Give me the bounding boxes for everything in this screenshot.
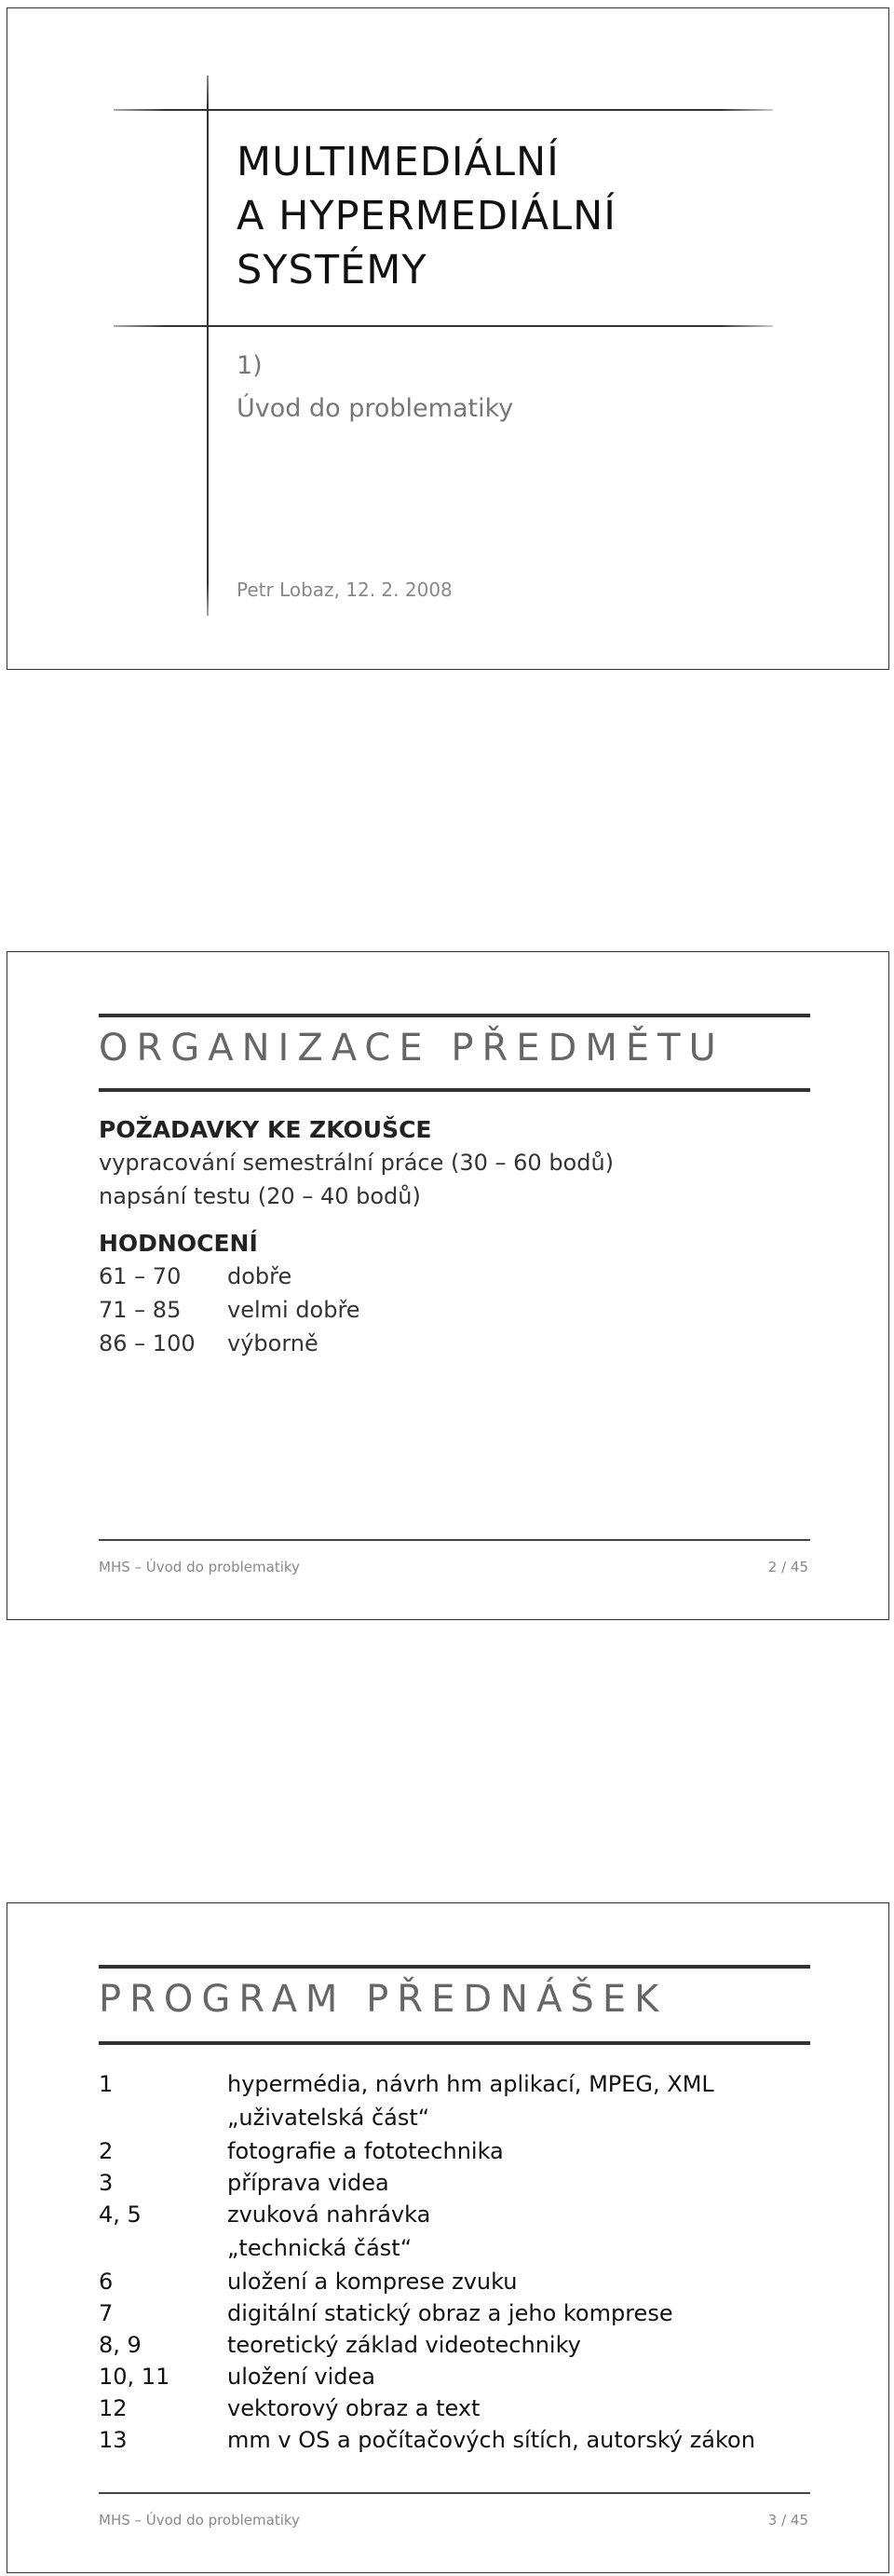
grade-range: 61 – 70 bbox=[99, 1263, 182, 1289]
lecture-num: 6 bbox=[99, 2269, 114, 2295]
lecture-num: 12 bbox=[99, 2395, 128, 2421]
grade-label: dobře bbox=[227, 1263, 292, 1289]
lecture-num: 7 bbox=[99, 2300, 114, 2326]
grade-range: 71 – 85 bbox=[99, 1297, 182, 1323]
lecture-num: 13 bbox=[99, 2427, 128, 2453]
title-slide bbox=[7, 7, 889, 670]
page-number: 2 / 45 bbox=[767, 1559, 808, 1575]
lecture-num: 2 bbox=[99, 2138, 114, 2164]
requirement-item: vypracování semestrální práce (30 – 60 bodů) bbox=[99, 1150, 615, 1176]
footer-title: MHS – Úvod do problematiky bbox=[99, 2512, 300, 2528]
grade-label: velmi dobře bbox=[227, 1297, 360, 1323]
grade-label: výborně bbox=[227, 1330, 318, 1356]
section-subheading: „uživatelská část“ bbox=[227, 2105, 430, 2131]
title-line: SYSTÉMY bbox=[237, 247, 427, 293]
slide-heading: PROGRAM PŘEDNÁŠEK bbox=[99, 1978, 668, 2021]
lecture-num: 8, 9 bbox=[99, 2332, 142, 2358]
footer-rule bbox=[99, 2492, 810, 2494]
author-date: Petr Lobaz, 12. 2. 2008 bbox=[237, 579, 453, 601]
lecture-topic: digitální statický obraz a jeho komprese bbox=[227, 2300, 673, 2326]
lecture-num: 4, 5 bbox=[99, 2201, 142, 2228]
lecture-topic: vektorový obraz a text bbox=[227, 2395, 481, 2421]
grading-heading: HODNOCENÍ bbox=[99, 1230, 258, 1257]
lecture-topic: mm v OS a počítačových sítích, autorský zákon bbox=[227, 2427, 755, 2453]
lecture-topic: uložení a komprese zvuku bbox=[227, 2269, 518, 2295]
requirements-heading: POŽADAVKY KE ZKOUŠCE bbox=[99, 1116, 432, 1143]
lecture-topic: hypermédia, návrh hm aplikací, MPEG, XML bbox=[227, 2071, 714, 2097]
heading-top-rule bbox=[99, 1014, 810, 1017]
heading-bottom-rule bbox=[99, 1088, 810, 1092]
lecture-number: 1) bbox=[237, 351, 263, 380]
lecture-num: 10, 11 bbox=[99, 2364, 170, 2390]
title-line: A HYPERMEDIÁLNÍ bbox=[237, 193, 616, 239]
presentation-title bbox=[237, 135, 616, 297]
page-number: 3 / 45 bbox=[767, 2512, 808, 2528]
course-organization-slide bbox=[7, 951, 889, 1620]
lecture-topic: teoretický základ videotechniky bbox=[227, 2332, 581, 2358]
lecture-num: 3 bbox=[99, 2170, 114, 2196]
lecture-topic: příprava videa bbox=[227, 2170, 389, 2196]
lecture-topic: uložení videa bbox=[227, 2364, 376, 2390]
grade-range: 86 – 100 bbox=[99, 1330, 196, 1356]
requirement-item: napsání testu (20 – 40 bodů) bbox=[99, 1183, 421, 1209]
heading-bottom-rule bbox=[99, 2041, 810, 2045]
section-subheading: „technická část“ bbox=[227, 2235, 413, 2261]
footer-rule bbox=[99, 1539, 810, 1541]
title-line: MULTIMEDIÁLNÍ bbox=[237, 139, 560, 185]
lecture-topic: fotografie a fototechnika bbox=[227, 2138, 504, 2164]
title-top-rule bbox=[114, 109, 773, 111]
footer-title: MHS – Úvod do problematiky bbox=[99, 1559, 300, 1575]
heading-top-rule bbox=[99, 1965, 810, 1969]
slide-heading: ORGANIZACE PŘEDMĚTU bbox=[99, 1027, 725, 1070]
title-vertical-rule bbox=[207, 75, 209, 616]
lecture-num: 1 bbox=[99, 2071, 114, 2097]
lecture-subtitle: Úvod do problematiky bbox=[237, 394, 514, 423]
lecture-topic: zvuková nahrávka bbox=[227, 2201, 431, 2228]
title-bottom-rule bbox=[114, 325, 773, 327]
lecture-program-slide bbox=[7, 1902, 889, 2573]
